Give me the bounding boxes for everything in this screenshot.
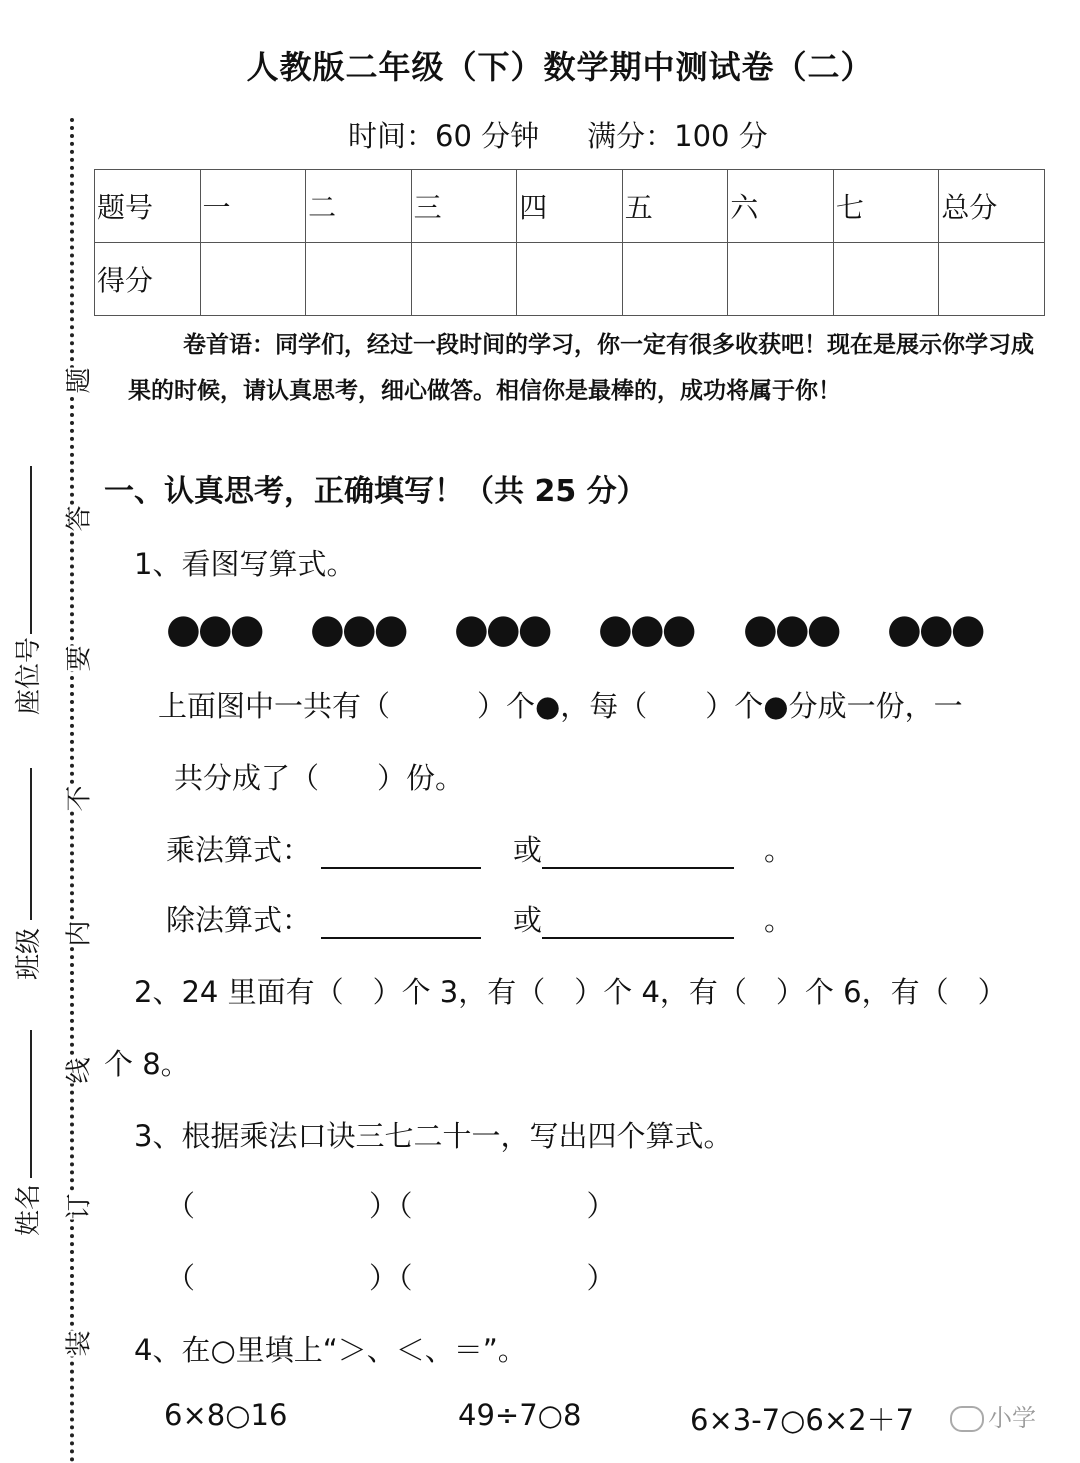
full-score: 满分：100 分	[587, 119, 768, 153]
dot-group: ●●●	[310, 606, 406, 652]
score-input-cell[interactable]	[833, 243, 939, 316]
score-input-cell[interactable]	[200, 243, 306, 316]
class-line	[30, 768, 32, 920]
table-cell: 总分	[939, 170, 1045, 243]
score-input-cell[interactable]	[306, 243, 412, 316]
watermark	[950, 1398, 1036, 1433]
table-cell: 二	[306, 170, 412, 243]
binding-char: 线	[59, 1057, 96, 1083]
binding-char: 内	[59, 920, 96, 946]
table-row	[95, 170, 1045, 243]
table-cell: 六	[728, 170, 834, 243]
binding-char: 要	[59, 645, 96, 671]
table-cell: 三	[411, 170, 517, 243]
score-input-cell[interactable]	[411, 243, 517, 316]
multiplication-row	[166, 828, 793, 869]
dot-group: ●●●	[166, 606, 262, 652]
dot-group: ●●●	[743, 606, 839, 652]
question-1-label: 1、看图写算式。	[134, 547, 356, 581]
question-3-label: 3、根据乘法口诀三七二十一，写出四个算式。	[134, 1119, 733, 1153]
table-cell: 一	[200, 170, 306, 243]
seat-number-label: 座位号	[14, 636, 44, 715]
name-line	[30, 1030, 32, 1178]
answer-blank[interactable]	[321, 903, 481, 939]
seat-number-line	[30, 466, 32, 634]
exam-subtitle	[348, 114, 816, 155]
question-1-line2: 共分成了（ ）份。	[174, 761, 465, 795]
question-3-answer-row[interactable]: （ ）（ ）	[166, 1189, 616, 1223]
table-cell: 五	[622, 170, 728, 243]
table-row	[95, 243, 1045, 316]
chat-bubble-icon	[950, 1406, 984, 1432]
table-cell: 题号	[95, 170, 201, 243]
section-heading: 一、认真思考，正确填写！（共 25 分）	[104, 474, 647, 509]
time-limit: 时间：60 分钟	[348, 119, 540, 153]
score-input-cell[interactable]	[517, 243, 623, 316]
score-table	[94, 169, 1045, 316]
table-cell: 四	[517, 170, 623, 243]
question-2-line1: 2、24 里面有（ ）个 3，有（ ）个 4，有（ ）个 6，有（ ）	[134, 975, 1007, 1009]
question-1-line1: 上面图中一共有（ ）个●，每（ ）个●分成一份，一	[158, 689, 963, 723]
division-row	[166, 898, 793, 939]
name-label: 姓名	[14, 1183, 44, 1236]
answer-blank[interactable]	[321, 833, 481, 869]
question-3-answer-row[interactable]: （ ）（ ）	[166, 1261, 616, 1295]
division-label: 除法算式：	[166, 903, 312, 937]
dot-group: ●●●	[454, 606, 550, 652]
binding-char: 装	[59, 1330, 96, 1356]
intro-paragraph	[128, 322, 1040, 414]
binding-char: 订	[59, 1193, 96, 1219]
comparison-item[interactable]: 49÷7○8	[458, 1398, 582, 1432]
comparison-item[interactable]: 6×8○16	[164, 1398, 288, 1432]
watermark-text: 小学	[988, 1404, 1036, 1432]
table-cell: 七	[833, 170, 939, 243]
intro-text: 卷首语：同学们，经过一段时间的学习，你一定有很多收获吧！现在是展示你学习成果的时候，请认真思考，细心做答。相信你是最棒的，成功将属于你！	[128, 331, 1034, 404]
score-input-cell[interactable]	[622, 243, 728, 316]
period: 。	[764, 903, 794, 937]
question-2-line2: 个 8。	[104, 1047, 190, 1081]
or-text: 或	[513, 903, 543, 937]
exam-title: 人教版二年级（下）数学期中测试卷（二）	[246, 48, 874, 86]
score-input-cell[interactable]	[939, 243, 1045, 316]
dot-group: ●●●	[598, 606, 694, 652]
answer-blank[interactable]	[542, 833, 734, 869]
binding-char: 不	[59, 785, 96, 811]
or-text: 或	[513, 833, 543, 867]
period: 。	[764, 833, 794, 867]
binding-char: 答	[59, 505, 96, 531]
comparison-item[interactable]: 6×3-7○6×2＋7	[690, 1403, 915, 1437]
answer-blank[interactable]	[542, 903, 734, 939]
score-input-cell[interactable]	[728, 243, 834, 316]
table-cell: 得分	[95, 243, 201, 316]
class-label: 班级	[14, 927, 44, 980]
question-4-label: 4、在○里填上“＞、＜、＝”。	[134, 1333, 527, 1367]
binding-char: 题	[59, 367, 96, 393]
multiplication-label: 乘法算式：	[166, 833, 312, 867]
dot-group: ●●●	[887, 606, 983, 652]
